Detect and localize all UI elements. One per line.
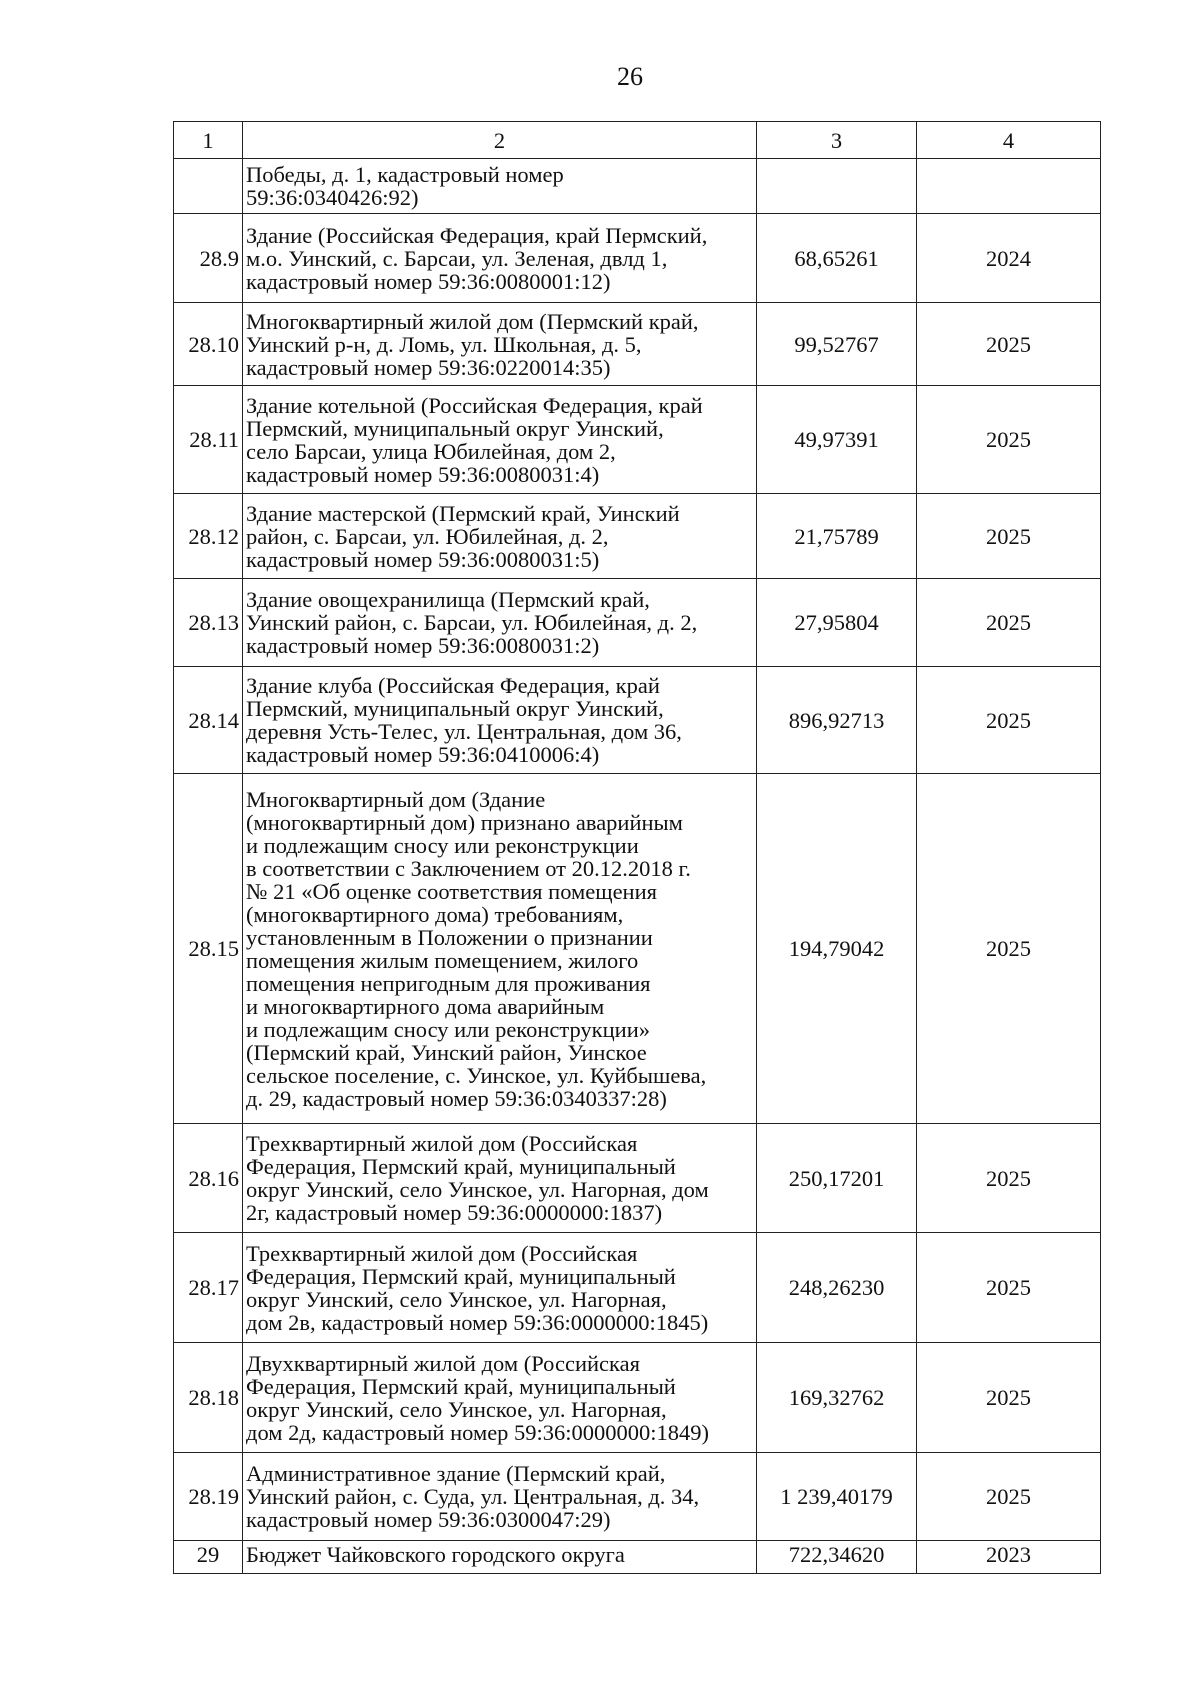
row-description: Административное здание (Пермский край, Уинский район, с. Суда, ул. Центральная, д. 34, кадастровый номер 59:36:0300047:29): [243, 1453, 757, 1541]
header-col-3: 3: [757, 122, 917, 159]
row-description: Здание (Российская Федерация, край Пермский, м.о. Уинский, с. Барсаи, ул. Зеленая, двлд 1, кадастровый номер 59:36:0080001:12): [243, 214, 757, 303]
row-amount: 1 239,40179: [757, 1453, 917, 1541]
row-amount: 194,79042: [757, 774, 917, 1124]
header-col-4: 4: [917, 122, 1101, 159]
row-number: 29: [174, 1541, 243, 1574]
row-description: Бюджет Чайковского городского округа: [243, 1541, 757, 1574]
row-description: Здание котельной (Российская Федерация, край Пермский, муниципальный округ Уинский, село Барсаи, улица Юбилейная, дом 2, кадастровый номер 59:36:0080031:4): [243, 386, 757, 494]
row-description: Трехквартирный жилой дом (Российская Федерация, Пермский край, муниципальный округ Уинский, село Уинское, ул. Нагорная, дом 2в, кадастровый номер 59:36:0000000:1845): [243, 1233, 757, 1343]
row-description: Победы, д. 1, кадастровый номер 59:36:0340426:92): [243, 159, 757, 214]
row-number: 28.19: [174, 1453, 243, 1541]
row-description: Здание мастерской (Пермский край, Уинский район, с. Барсаи, ул. Юбилейная, д. 2, кадастровый номер 59:36:0080031:5): [243, 494, 757, 579]
row-description: Двухквартирный жилой дом (Российская Федерация, Пермский край, муниципальный округ Уинский, село Уинское, ул. Нагорная, дом 2д, кадастровый номер 59:36:0000000:1849): [243, 1343, 757, 1453]
row-amount: 49,97391: [757, 386, 917, 494]
table-row: [174, 1453, 1101, 1541]
row-number: [174, 159, 243, 214]
table-row: [174, 303, 1101, 386]
row-year: 2025: [917, 579, 1101, 667]
row-description: Здание клуба (Российская Федерация, край Пермский, муниципальный округ Уинский, деревня Усть-Телес, ул. Центральная, дом 36, кадастровый номер 59:36:0410006:4): [243, 667, 757, 774]
row-number: 28.10: [174, 303, 243, 386]
table-row: [174, 1233, 1101, 1343]
table-row: [174, 667, 1101, 774]
row-description: Многоквартирный жилой дом (Пермский край, Уинский р-н, д. Ломь, ул. Школьная, д. 5, кадастровый номер 59:36:0220014:35): [243, 303, 757, 386]
row-year: [917, 159, 1101, 214]
row-year: 2024: [917, 214, 1101, 303]
row-amount: 68,65261: [757, 214, 917, 303]
row-amount: 722,34620: [757, 1541, 917, 1574]
row-amount: 896,92713: [757, 667, 917, 774]
row-amount: 21,75789: [757, 494, 917, 579]
budget-table: [173, 121, 1101, 1574]
header-row: [174, 122, 1101, 159]
page-number: 26: [617, 62, 643, 91]
row-number: 28.18: [174, 1343, 243, 1453]
row-description: Здание овощехранилища (Пермский край, Уинский район, с. Барсаи, ул. Юбилейная, д. 2, кадастровый номер 59:36:0080031:2): [243, 579, 757, 667]
row-amount: [757, 159, 917, 214]
row-number: 28.9: [174, 214, 243, 303]
table-row: [174, 1124, 1101, 1233]
table-row: [174, 774, 1101, 1124]
row-number: 28.16: [174, 1124, 243, 1233]
row-number: 28.12: [174, 494, 243, 579]
table-row: [174, 214, 1101, 303]
table-row: [174, 1541, 1101, 1574]
table-row: [174, 494, 1101, 579]
row-number: 28.11: [174, 386, 243, 494]
table-row: [174, 1343, 1101, 1453]
row-year: 2023: [917, 1541, 1101, 1574]
row-number: 28.14: [174, 667, 243, 774]
row-amount: 27,95804: [757, 579, 917, 667]
table-row: [174, 159, 1101, 214]
row-year: 2025: [917, 1453, 1101, 1541]
row-year: 2025: [917, 667, 1101, 774]
row-year: 2025: [917, 303, 1101, 386]
row-amount: 250,17201: [757, 1124, 917, 1233]
row-year: 2025: [917, 1343, 1101, 1453]
row-amount: 248,26230: [757, 1233, 917, 1343]
table-header: [174, 122, 1101, 159]
row-year: 2025: [917, 494, 1101, 579]
header-col-1: 1: [174, 122, 243, 159]
table-row: [174, 386, 1101, 494]
table-row: [174, 579, 1101, 667]
row-year: 2025: [917, 1124, 1101, 1233]
row-number: 28.15: [174, 774, 243, 1124]
row-amount: 169,32762: [757, 1343, 917, 1453]
header-col-2: 2: [243, 122, 757, 159]
row-description: Трехквартирный жилой дом (Российская Федерация, Пермский край, муниципальный округ Уинский, село Уинское, ул. Нагорная, дом 2г, кадастровый номер 59:36:0000000:1837): [243, 1124, 757, 1233]
row-amount: 99,52767: [757, 303, 917, 386]
row-year: 2025: [917, 774, 1101, 1124]
table-body: [174, 159, 1101, 1574]
row-number: 28.13: [174, 579, 243, 667]
row-year: 2025: [917, 1233, 1101, 1343]
row-number: 28.17: [174, 1233, 243, 1343]
row-year: 2025: [917, 386, 1101, 494]
row-description: Многоквартирный дом (Здание (многоквартирный дом) признано аварийным и подлежащим сносу или реконструкции в соответствии с Заключением от 20.12.2018 г. № 21 «Об оценке соответствия помещения (многоквартирного дома) требованиям, установленным в Положении о признании помещения жилым помещением, жилого помещения непригодным для проживания и многоквартирного дома аварийным и подлежащим сносу или реконструкции» (Пермский край, Уинский район, Уинское сельское поселение, с. Уинское, ул. Куйбышева, д. 29, кадастровый номер 59:36:0340337:28): [243, 774, 757, 1124]
